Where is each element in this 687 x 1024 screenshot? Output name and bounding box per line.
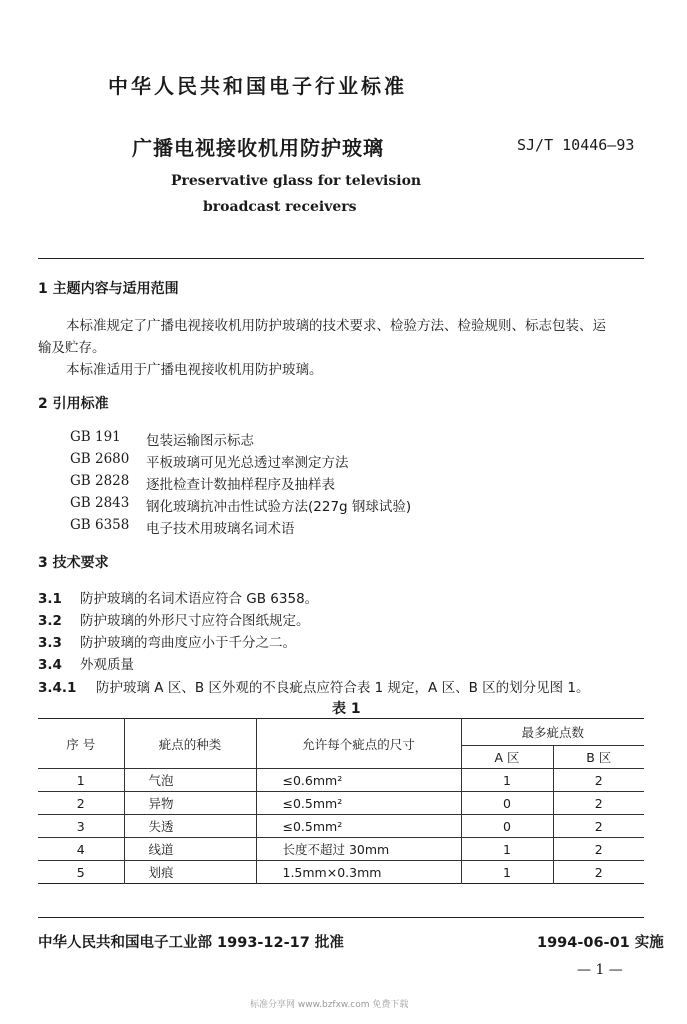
cell-zone-a: 1	[461, 861, 553, 884]
cell-zone-a: 1	[461, 838, 553, 861]
cell-zone-b: 2	[553, 838, 644, 861]
cell-seq: 1	[38, 769, 124, 792]
ref-name: 电子技术用玻璃名词术语	[146, 521, 295, 537]
ref-code: GB 2680	[70, 451, 130, 467]
header-allowed-size: 允许每个疵点的尺寸	[256, 719, 461, 769]
standard-title-en-line2: broadcast receivers	[203, 199, 357, 215]
header-max-defects: 最多疵点数	[461, 719, 644, 746]
cell-seq: 3	[38, 815, 124, 838]
ref-code: GB 2843	[70, 495, 130, 511]
clause-number: 3.1	[38, 591, 62, 607]
clause-text: 防护玻璃的名词术语应符合 GB 6358。	[80, 591, 319, 607]
section-1-para1-line1: 本标准规定了广播电视接收机用防护玻璃的技术要求、检验方法、检验规则、标志包装、运	[66, 318, 606, 334]
clause-text: 防护玻璃的弯曲度应小于千分之二。	[80, 635, 296, 651]
ref-code: GB 2828	[70, 473, 130, 489]
cell-defect-type: 线道	[124, 838, 256, 861]
table-caption: 表 1	[332, 701, 361, 717]
title-divider	[38, 258, 644, 259]
section-1-para2: 本标准适用于广播电视接收机用防护玻璃。	[66, 362, 323, 378]
clause-text: 防护玻璃的外形尺寸应符合图纸规定。	[80, 613, 310, 629]
issuing-body-header: 中华人民共和国电子行业标准	[108, 74, 407, 98]
clause-3-2	[38, 609, 310, 629]
clause-text: 防护玻璃 A 区、B 区外观的不良疵点应符合表 1 规定，A 区、B 区的划分见图 1。	[96, 680, 590, 696]
clause-number: 3.4.1	[38, 680, 77, 696]
clause-3-4-1	[38, 676, 590, 696]
cell-defect-type: 异物	[124, 792, 256, 815]
cell-zone-a: 0	[461, 815, 553, 838]
cell-zone-b: 2	[553, 815, 644, 838]
cell-seq: 5	[38, 861, 124, 884]
section-1-para1-line2: 输及贮存。	[38, 340, 106, 356]
footer-divider	[38, 917, 644, 918]
ref-name: 平板玻璃可见光总透过率测定方法	[146, 455, 349, 471]
ref-code: GB 191	[70, 429, 121, 445]
table-header-row	[38, 719, 644, 746]
cell-zone-a: 1	[461, 769, 553, 792]
section-2-heading: 2 引用标准	[38, 396, 109, 412]
cell-allowed-size: ≤0.5mm²	[256, 792, 461, 815]
cell-defect-type: 气泡	[124, 769, 256, 792]
header-defect-type: 疵点的种类	[124, 719, 256, 769]
clause-3-1	[38, 587, 318, 607]
section-3-heading: 3 技术要求	[38, 555, 109, 571]
cell-zone-b: 2	[553, 769, 644, 792]
cell-zone-b: 2	[553, 861, 644, 884]
section-1-heading: 1 主题内容与适用范围	[38, 281, 179, 297]
table-row	[38, 838, 644, 861]
cell-seq: 2	[38, 792, 124, 815]
ref-name: 包装运输图示标志	[146, 433, 254, 449]
cell-zone-b: 2	[553, 792, 644, 815]
cell-seq: 4	[38, 838, 124, 861]
table-row	[38, 815, 644, 838]
page-number: — 1 —	[577, 962, 623, 978]
cell-allowed-size: 长度不超过 30mm	[256, 838, 461, 861]
clause-number: 3.3	[38, 635, 62, 651]
clause-3-4	[38, 653, 134, 673]
cell-allowed-size: ≤0.5mm²	[256, 815, 461, 838]
header-seq: 序 号	[38, 719, 124, 769]
implementation-date: 1994-06-01 实施	[537, 935, 664, 951]
header-zone-a: A 区	[461, 746, 553, 769]
table-row	[38, 792, 644, 815]
standard-number: SJ/T 10446—93	[517, 136, 635, 154]
clause-text: 外观质量	[80, 657, 134, 673]
clause-number: 3.2	[38, 613, 62, 629]
cell-allowed-size: ≤0.6mm²	[256, 769, 461, 792]
cell-allowed-size: 1.5mm×0.3mm	[256, 861, 461, 884]
ref-name: 逐批检查计数抽样程序及抽样表	[146, 477, 335, 493]
download-watermark: 标准分享网 www.bzfxw.com 免费下载	[250, 1000, 409, 1010]
header-zone-b: B 区	[553, 746, 644, 769]
cell-zone-a: 0	[461, 792, 553, 815]
approval-statement: 中华人民共和国电子工业部 1993-12-17 批准	[38, 935, 344, 951]
cell-defect-type: 失透	[124, 815, 256, 838]
table-row	[38, 769, 644, 792]
table-row	[38, 861, 644, 884]
clause-3-3	[38, 631, 296, 651]
ref-code: GB 6358	[70, 517, 130, 533]
defect-table	[38, 718, 644, 884]
ref-name: 钢化玻璃抗冲击性试验方法(227g 钢球试验)	[146, 499, 412, 515]
standard-title-cn: 广播电视接收机用防护玻璃	[132, 136, 384, 160]
cell-defect-type: 划痕	[124, 861, 256, 884]
standard-title-en-line1: Preservative glass for television	[171, 173, 422, 189]
clause-number: 3.4	[38, 657, 62, 673]
